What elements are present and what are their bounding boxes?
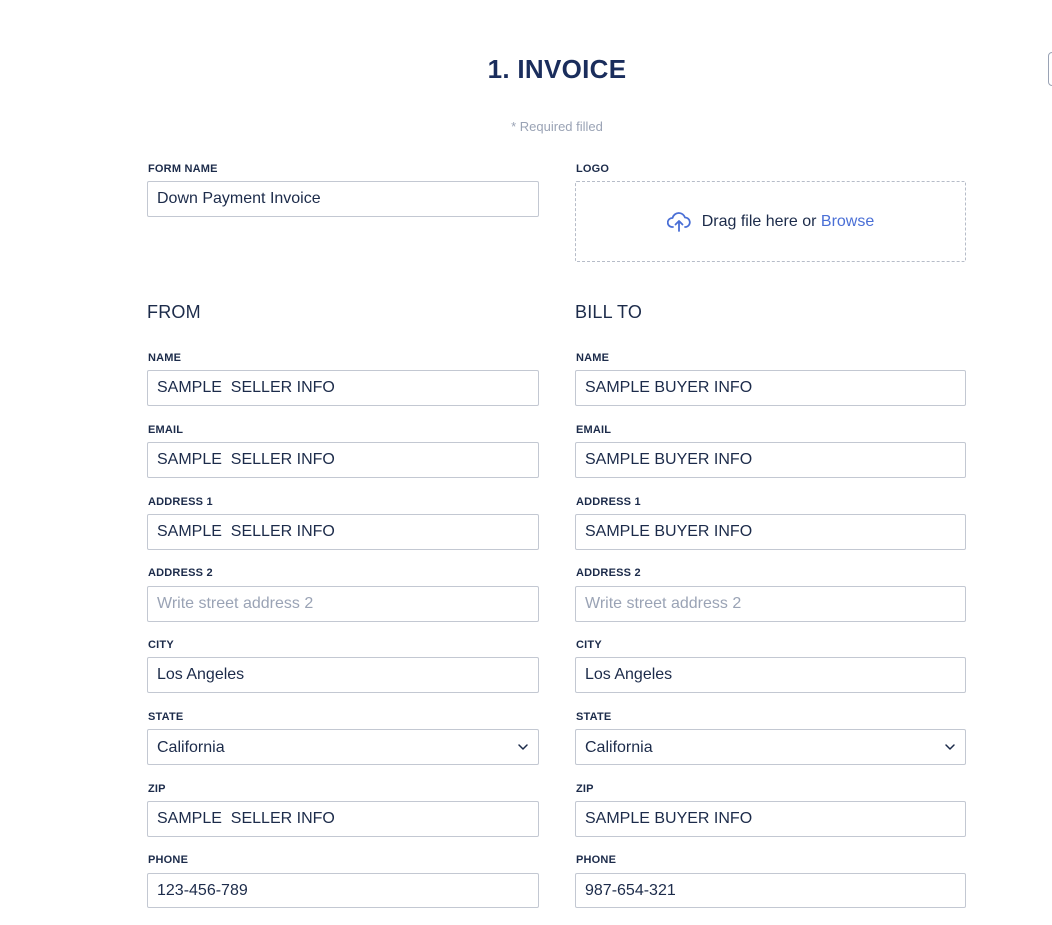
from-name-label: NAME	[148, 352, 182, 364]
from-state-label: STATE	[148, 711, 184, 723]
from-state-dropdown[interactable]	[147, 729, 539, 765]
bill-to-email-input[interactable]	[575, 442, 966, 478]
bill-to-email-label: EMAIL	[576, 424, 612, 436]
bill-to-phone-input[interactable]	[575, 873, 966, 908]
from-address2-label: ADDRESS 2	[148, 567, 213, 579]
from-phone-input[interactable]	[147, 873, 539, 908]
from-email-label: EMAIL	[148, 424, 184, 436]
from-address1-label: ADDRESS 1	[148, 496, 213, 508]
cloud-upload-icon	[667, 211, 691, 233]
bill-to-address2-input[interactable]	[575, 586, 966, 622]
logo-dropzone[interactable]	[575, 181, 966, 262]
logo-label: LOGO	[576, 163, 610, 175]
from-phone-label: PHONE	[148, 854, 189, 866]
bill-to-address2-label: ADDRESS 2	[576, 567, 641, 579]
form-name-input[interactable]	[147, 181, 539, 217]
bill-to-state-select[interactable]	[575, 729, 966, 765]
bill-to-phone-label: PHONE	[576, 854, 617, 866]
from-email-input[interactable]	[147, 442, 539, 478]
from-address2-input[interactable]	[147, 586, 539, 622]
bill-to-zip-input[interactable]	[575, 801, 966, 837]
from-address1-input[interactable]	[147, 514, 539, 550]
bill-to-zip-label: ZIP	[576, 783, 594, 795]
page-title: 1. INVOICE	[487, 54, 627, 84]
bill-to-address1-label: ADDRESS 1	[576, 496, 641, 508]
side-panel-tab[interactable]	[1048, 52, 1052, 86]
bill-to-heading: BILL TO	[575, 302, 643, 322]
form-name-label: FORM NAME	[148, 163, 218, 175]
from-heading: FROM	[147, 302, 201, 322]
drop-text: Drag file here or	[701, 212, 817, 230]
bill-to-name-label: NAME	[576, 352, 610, 364]
bill-to-city-input[interactable]	[575, 657, 966, 693]
from-zip-input[interactable]	[147, 801, 539, 837]
bill-to-city-label: CITY	[576, 639, 602, 651]
from-state-select[interactable]	[147, 729, 539, 765]
bill-to-state-dropdown[interactable]	[575, 729, 966, 765]
from-city-label: CITY	[148, 639, 174, 651]
bill-to-address1-input[interactable]	[575, 514, 966, 550]
required-note: * Required filled	[511, 119, 603, 134]
from-name-input[interactable]	[147, 370, 539, 406]
from-city-input[interactable]	[147, 657, 539, 693]
bill-to-name-input[interactable]	[575, 370, 966, 406]
bill-to-state-label: STATE	[576, 711, 612, 723]
browse-link[interactable]: Browse	[820, 212, 875, 230]
from-zip-label: ZIP	[148, 783, 166, 795]
